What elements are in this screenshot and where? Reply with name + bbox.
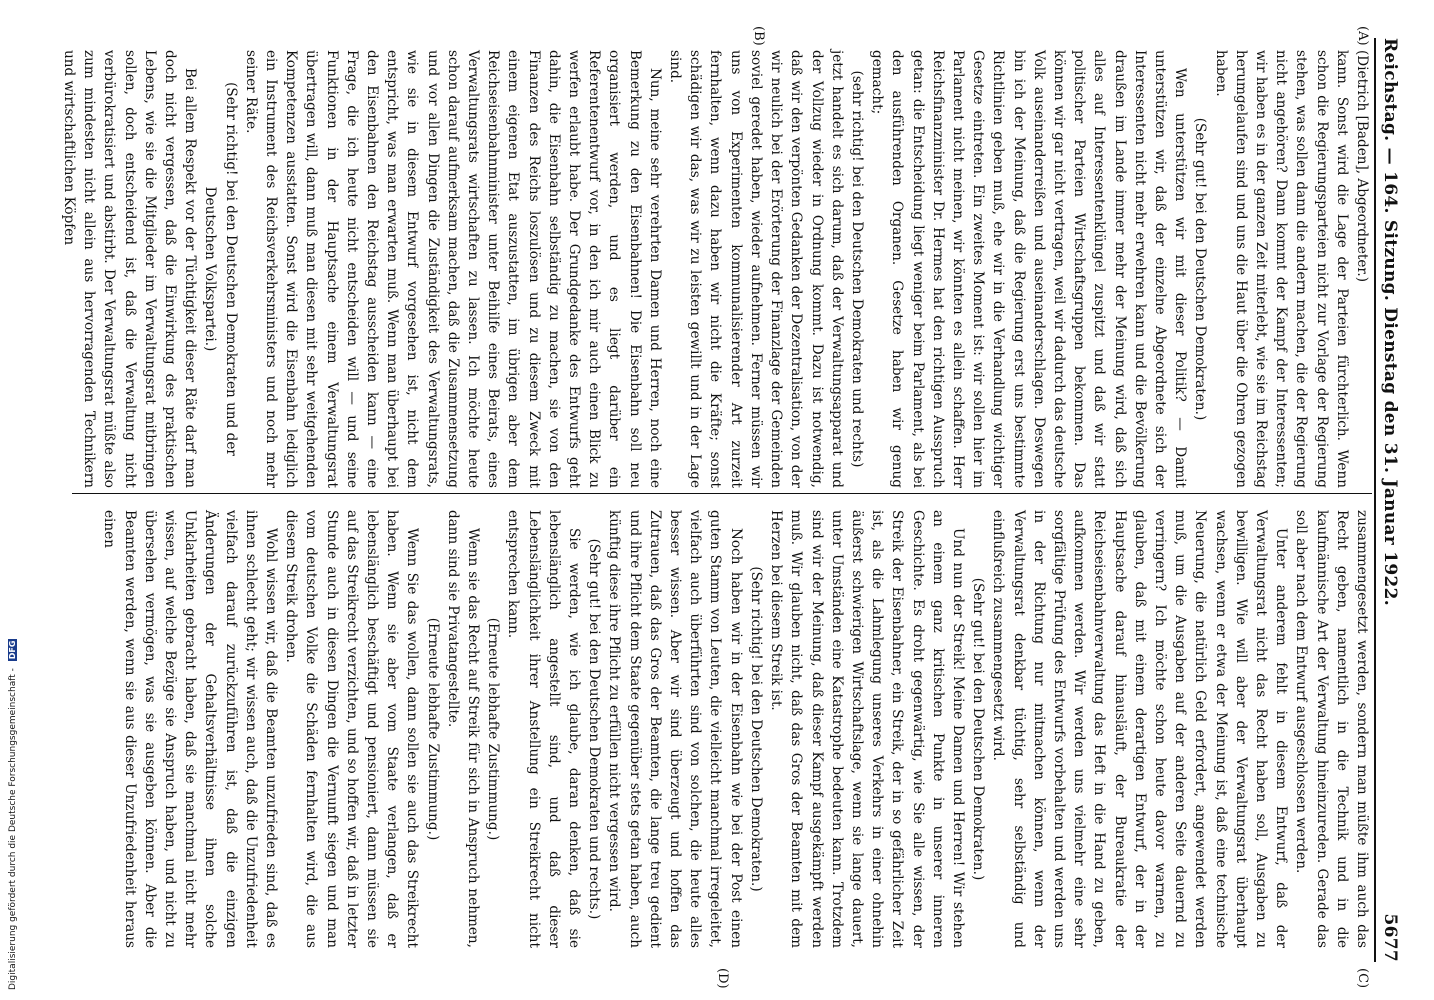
paragraph: Bei allem Respekt vor der Tüchtigkeit dieser Räte darf man doch nicht vergessen, daß die Einwirkung des praktischen Lebens, wie sie die Mitglieder im Verwaltungsrat mitbringen sollen, doch entscheidend ist, daß die Verwaltung nicht verbürokratisiert und abstirbt. Der Verwaltungsrat müßte also zum mindesten nicht allein aus hervorragenden Technikern und wirtschaftlichen Köpfen (61, 50, 199, 488)
interjection: (sehr richtig! bei den Deutschen Demokraten und rechts) (848, 70, 865, 468)
interjection: (Sehr gut! bei den Deutschen Demokraten und rechts.) (586, 538, 603, 920)
interjection: (Erneute lebhafte Zustimmung.) (424, 617, 441, 841)
interjection: (Sehr gut! bei den Deutschen Demokraten.) (970, 577, 987, 881)
paragraph: Wenn Sie das wollen, dann sollen sie auch das Streikrecht haben. Wenn sie aber vom Staate verlangen, daß er lebenslänglich beschäftigt und pensioniert, dann müssen sie auf das Streikrecht verzichten, und so hoffen wir, daß in letzter Stunde auch in diesen Dingen die Vernunft siegen und man vom deutschen Volke die Schäden fernhalten wird, die aus diesem Streik drohen. (283, 510, 421, 948)
paragraph: jetzt handelt es sich darum, daß der Verwaltungsapparat und der Vollzug wieder in Ordnung kommt. Dazu ist notwendig, daß wir den verpönten Gedanken der Dezentralisation, von der wir neulich bei der Erörterung der Finanzlage der Gemeinden soviel geredet haben, wieder aufnehmen. Ferner müssen wir uns von Experimenten kommunalisierender Art zurzeit fernhalten, wenn dazu haben wir nicht die Kräfte; sonst schädigen wir das, was wir zu leisten gewillt und in der Lage sind. (667, 50, 845, 488)
dfg-logo: DFG (8, 640, 17, 660)
left-column (61, 50, 1372, 488)
interjection: (Erneute lebhafte Zustimmung.) (485, 617, 502, 841)
paragraph: Nun, meine sehr verehrten Damen und Herren, noch eine Bemerkung zu den Eisenbahnen! Die Eisenbahn soll neu organisiert werden, und es liegt darüber ein Referentenentwurf vor, in den ich mir auch einen Blick zu werfen erlaubt habe. Der Grundgedanke des Entwurfs geht dahin, die Eisenbahn selbständig zu machen, sie von den Finanzen des Reichs loszulösen und zu diesem Zweck mit einem eigenen Etat auszustatten, im übrigen aber dem Reichseisenbahnminister unter Beihilfe eines Beirats, eines Verwaltungsrats wirtschaften zu lassen. Ich möchte heute schon darauf aufmerksam machen, daß die Zusammensetzung und vor allen Dingen die Zuständigkeit des Verwaltungsrats, wie sie in diesem Entwurf vorgesehen ist, nicht dem entspricht, was man erwarten muß. Wenn man überhaupt bei den Eisenbahnen den Reichstag ausscheiden kann — eine Frage, die ich heute nicht entscheiden will — und seine Funktionen in der Hauptsache einem Verwaltungsrat übertragen will, dann muß man diesen mit sehr weitgehenden Kompetenzen ausstatten. Sonst wird die Eisenbahn lediglich ein Instrument des Reichsverkehrsministers und noch mehr seiner Räte. (242, 50, 663, 488)
margin-marker-c: (C) (1355, 968, 1370, 989)
footer-credit: Digitalisierung gefördert durch die Deutsche Forschungsgemeinschaft - (8, 668, 18, 990)
margin-marker-d: (D) (715, 968, 730, 989)
margin-marker-b: (B) (751, 26, 766, 46)
margin-marker-a: (A) (1355, 26, 1370, 46)
paragraph: Unter anderem fehlt in diesem Entwurf, daß der Verwaltungsrat nicht das Recht haben soll, Ausgaben zu bewilligen. Wie will aber der Verwaltungsrat überhaupt wachsen, wenn er etwa der Meinung ist, daß eine technische Neuerung, die natürlich Geld erfordert, angewendet werden muß, um die Ausgaben auf der anderen Seite dauernd zu verringern? Ich möchte schon heute davor warnen, zu glauben, daß mit einem derartigen Entwurf, der in der Hauptsache darauf hinausläuft, der Bureaukratie der Reichseisenbahnverwaltung das Heft in die Hand zu geben, aufkommen werden. Wir werden uns vielmehr eine sehr sorgfältige Prüfung des Entwurfs vorbehalten und werden uns in der Richtung nur mitmachen können, wenn der Verwaltungsrat denkbar tüchtig, sehr selbständig und einflußreich zusammengesetzt wird. (990, 510, 1290, 948)
header-rule (1374, 38, 1376, 962)
header-title: Reichstag. — 164. Sitzung. Dienstag den 31. Januar 1922. (1380, 38, 1400, 606)
column-divider (72, 493, 1372, 494)
right-column (72, 510, 1372, 948)
paragraph: Noch haben wir in der Eisenbahn wie bei der Post einen guten Stamm von Leuten, die vielleicht manchmal irregeleitet, vielfach auch überführten sind von solchen, die heute alles besser wissen. Aber wir sind überzeugt und hoffen das Zutrauen, daß das Gros der Beamten, die lange treu gedient und ihre Pflicht dem Staate gegenüber stets getan haben, auch künftig diese ihre Pflicht zu erfüllen nicht vergessen wird. (606, 510, 744, 948)
paragraph: kann. Sonst wird die Lage der Parteien fürchterlich. Wenn schon die Regierungsparteien nicht zur Vorlage der Regierung stehen, was sollen dann die andern machen, die der Regierung nicht angehören? Dann kommt der Kampf der Interessenten; wir haben es in der ganzen Zeit miterlebt, wie sie im Reichstag herumgelaufen sind und uns die Haut über die Ohren gezogen haben. (1212, 50, 1350, 488)
paragraph: Wen unterstützen wir mit dieser Politik? — Damit unterstützen wir, daß der einzelne Abgeordnete sich der Interessenten nicht mehr erwehren kann und die Bevölkerung draußen im Lande immer mehr der Meinung wird, daß sich alles auf Interessentenklüngel zuspitzt und daß wir statt politischer Parteien Wirtschaftsgruppen bekommen. Das können wir gar nicht vertragen, weil wir dadurch das deutsche Volk auseinanderreißen und auseinanderschlagen. Deswegen bin ich der Meinung, daß die Regierung erst uns bestimmte Richtlinien geben muß, ehe wir in die Verhandlung wichtiger Gesetze eintreten. Ein zweites Moment ist: wir sollen hier im Parlament nicht meinen, wir könnten es allein schaffen. Herr Reichsfinanzminister Dr. Hermes hat den richtigen Ausspruch getan: die Entscheidung liegt weniger beim Parlament, als bei den ausführenden Organen. Gesetze haben wir genug gemacht; (869, 50, 1189, 488)
interjection: (Sehr gut! bei den Deutschen Demokraten.) (1192, 117, 1209, 421)
paragraph: Wenn sie das Recht auf Streik für sich in Anspruch nehmen, dann sind sie Privatangestellte. (444, 510, 482, 948)
paragraph: Sie werden, wie ich glaube, daran denken, daß sie lebenslänglich angestellt sind, und daß dieser Lebenslänglichkeit ihrer Anstellung ein Streikrecht nicht entsprechen kann. (505, 510, 583, 948)
paragraph: zusammengesetzt werden, sondern man müßte ihm auch das Recht geben, namentlich in die Technik und in die kaufmännische Art der Verwaltung hineinzureden. Gerade das soll aber nach dem Entwurf ausgeschlossen werden. (1293, 510, 1370, 948)
page-number: 5677 (1380, 913, 1400, 962)
speaker-line: (Dietrich [Baden], Abgeordneter.) (1354, 50, 1370, 283)
paragraph: Und nun der Streik! Meine Damen und Herren! Wir stehen an einem ganz kritischen Punkte in unserer inneren Geschichte. Es droht gegenwärtig, wie Sie alle wissen, der Streik der Eisenbahner, ein Streik, der in so gefährlicher Zeit ist, als die Lahmlegung unseres Verkehrs in einer ohnehin äußerst schwierigen Wirtschaftslage, wenn sie lange dauert, unter Umständen eine Katastrophe bedeuten kann. Trotzdem sind wir der Meinung, daß dieser Kampf ausgekämpft werden muß. Wir glauben nicht, daß das Gros der Beamten mit dem Herzen bei diesem Streik ist. (768, 510, 966, 948)
interjection: (Sehr richtig! bei den Deutschen Demokraten und der Deutschen Volkspartei.) (202, 82, 239, 456)
interjection: (Sehr richtig! bei den Deutschen Demokraten.) (747, 566, 764, 892)
page-header (1380, 38, 1406, 962)
paragraph: Wohl wissen wir, daß die Beamten unzufrieden sind, daß es ihnen schlecht geht; wir wissen auch, daß die Unzufriedenheit vielfach darauf zurückzuführen ist, daß die einzigen Änderungen der Gehaltsverhältnisse ihnen solche Unklarheiten gebracht haben, daß sie manchmal nicht mehr wissen, auf welche Bezüge sie Anspruch haben, und nicht zu übersehen vermögen, was sie ausgeben können. Aber die Beamten werden, wenn sie aus dieser Unzufriedenheit heraus einen (101, 510, 280, 948)
